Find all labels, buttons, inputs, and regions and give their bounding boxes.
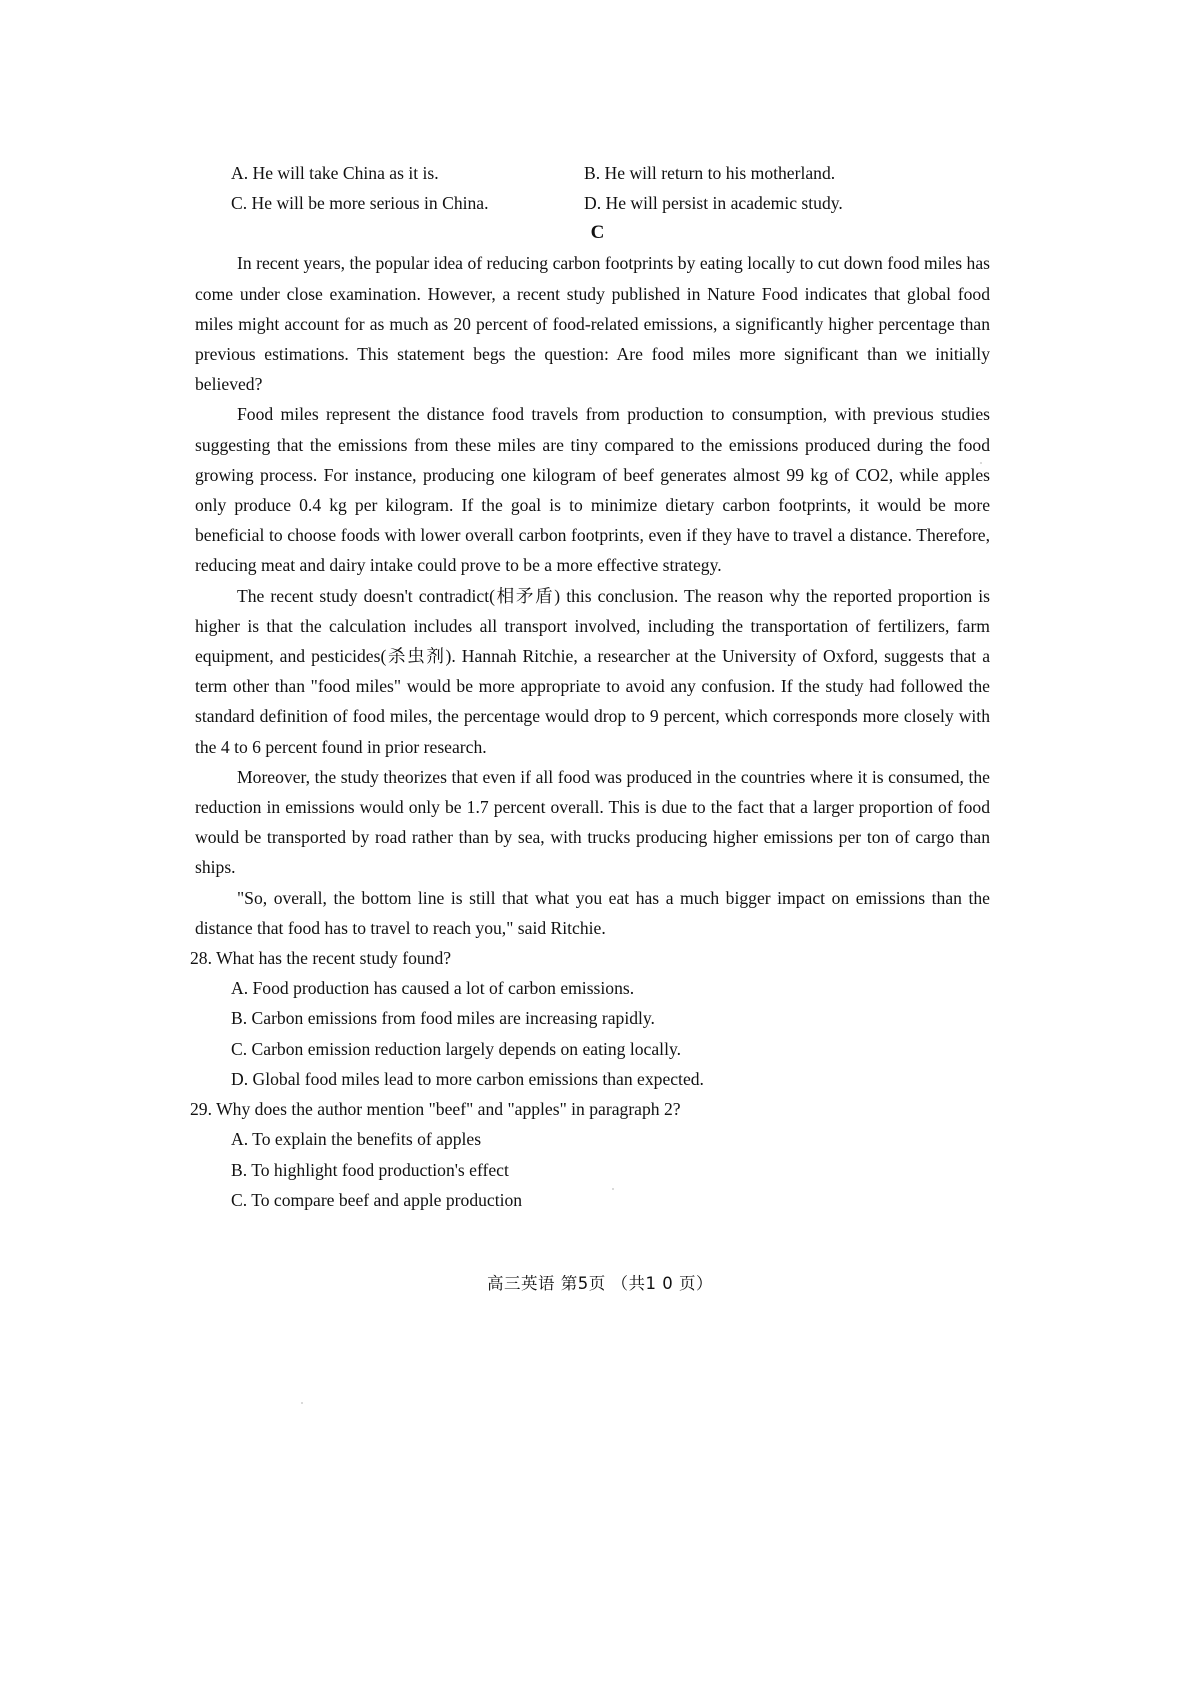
prev-option-d: D. He will persist in academic study. <box>584 193 843 214</box>
question-stem: 29. Why does the author mention "beef" and "apples" in paragraph 2? <box>190 1099 681 1120</box>
passage-paragraph-4: Moreover, the study theorizes that even if all food was produced in the countries where it is consumed, the reduction in emissions would only be 1.7 percent overall. This is due to the fact that a larger proportion of food would be transported by road rather than by sea, with trucks producing higher emissions per ton of cargo than ships. <box>195 766 990 878</box>
prev-option-b: B. He will return to his motherland. <box>584 163 836 183</box>
question-29 <box>190 1094 990 1215</box>
passage-paragraph-3: The recent study doesn't contradict(相矛盾) this conclusion. The reason why the reported proportion is higher is that the calculation includes all transport involved, including the transportation of fertilizers, farm equipment, and pesticides(杀虫剂). Hannah Ritchie, a researcher at the University of Oxford, suggests that a term other than "food miles" would be more appropriate to avoid any confusion. If the study had followed the standard definition of food miles, the percentage would drop to 9 percent, which corresponds more closely with the 4 to 6 percent found in prior research. <box>195 585 990 757</box>
prev-option-c: C. He will be more serious in China. <box>231 193 489 214</box>
answer-option-d: D. Global food miles lead to more carbon emissions than expected. <box>231 1068 704 1089</box>
passage-paragraph-1: In recent years, the popular idea of reducing carbon footprints by eating locally to cut down food miles has come under close examination. However, a recent study published in Nature Food indicates that global food miles might account for as much as 20 percent of food-related emissions, a significantly higher percentage than previous estimations. This statement begs the question: Are food miles more significant than we initially believed? <box>195 253 990 395</box>
page-footer: 高三英语 第5页 （共1 0 页） <box>487 1274 713 1293</box>
answer-option-a: A. To explain the benefits of apples <box>231 1129 482 1150</box>
question-stem: 28. What has the recent study found? <box>190 948 452 969</box>
passage-paragraph-2: Food miles represent the distance food travels from production to consumption, with previous studies suggesting that the emissions from these miles are tiny compared to the emissions produced during the food growing process. For instance, producing one kilogram of beef generates almost 99 kg of CO2, while apples only produce 0.4 kg per kilogram. If the goal is to minimize dietary carbon footprints, it would be more beneficial to choose foods with lower overall carbon footprints, even if they have to travel a distance. Therefore, reducing meat and dairy intake could prove to be a more effective strategy. <box>195 404 990 576</box>
reading-passage <box>195 248 990 943</box>
section-heading: C <box>590 222 605 244</box>
answer-option-c: C. Carbon emission reduction largely depends on eating locally. <box>231 1038 682 1059</box>
prev-option-a: A. He will take China as it is. <box>231 163 439 183</box>
answer-option-b: B. Carbon emissions from food miles are increasing rapidly. <box>231 1008 655 1029</box>
answer-option-c: C. To compare beef and apple production <box>231 1189 523 1210</box>
scan-speck <box>301 1402 303 1404</box>
answer-option-a: A. Food production has caused a lot of carbon emissions. <box>231 978 635 999</box>
answer-option-b: B. To highlight food production's effect <box>231 1159 509 1180</box>
page-content <box>190 158 990 1215</box>
previous-question-options <box>195 158 990 218</box>
scan-speck <box>980 462 982 464</box>
question-28 <box>190 943 990 1094</box>
passage-paragraph-5: "So, overall, the bottom line is still that what you eat has a much bigger impact on emissions than the distance that food has to travel to reach you," said Ritchie. <box>195 887 990 938</box>
scan-speck <box>612 1188 614 1190</box>
